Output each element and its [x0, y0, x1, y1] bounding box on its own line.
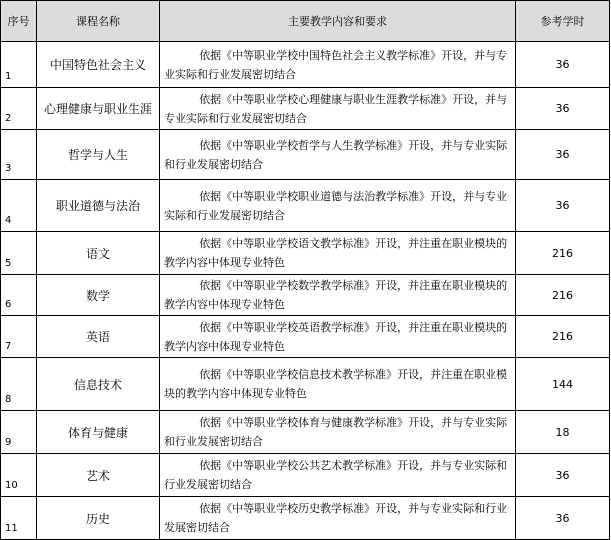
row-hours: 36: [516, 42, 610, 88]
table-row: [1, 316, 610, 358]
row-course-name: 职业道德与法治: [37, 180, 160, 232]
row-index: 8: [1, 358, 37, 411]
table-row: [1, 88, 610, 130]
row-hours: 144: [516, 358, 610, 411]
table-row: [1, 232, 610, 275]
row-hours: 18: [516, 411, 610, 454]
row-course-name: 数学: [37, 275, 160, 316]
row-hours: 216: [516, 275, 610, 316]
row-hours: 216: [516, 232, 610, 275]
row-content-text: 依据《中等职业学校中国特色社会主义教学标准》开设，并与专业实际和行业发展密切结合: [164, 48, 508, 81]
header-content: 主要教学内容和要求: [160, 1, 516, 42]
row-hours: 36: [516, 497, 610, 540]
row-index: 1: [1, 42, 37, 88]
row-content: [160, 42, 516, 88]
row-hours: 36: [516, 130, 610, 180]
row-content-text: 依据《中等职业学校历史教学标准》开设，并与专业实际和行业发展密切结合: [164, 502, 508, 534]
row-hours: 216: [516, 316, 610, 358]
row-course-name: 英语: [37, 316, 160, 358]
row-index: 6: [1, 275, 37, 316]
row-content-text: 依据《中等职业学校信息技术教学标准》开设，并注重在职业模块的教学内容中体现专业特色: [164, 368, 508, 400]
row-content: [160, 316, 516, 358]
row-content: [160, 411, 516, 454]
table-row: [1, 454, 610, 497]
header-index: 序号: [1, 1, 37, 42]
row-content: [160, 454, 516, 497]
table-row: [1, 411, 610, 454]
row-index: 9: [1, 411, 37, 454]
row-content-text: 依据《中等职业学校英语教学标准》开设，并注重在职业模块的教学内容中体现专业特色: [164, 320, 508, 353]
row-content-text: 依据《中等职业学校职业道德与法治教学标准》开设，并与专业实际和行业发展密切结合: [164, 189, 508, 222]
row-content-text: 依据《中等职业学校体育与健康教学标准》开设，并与专业实际和行业发展密切结合: [164, 416, 508, 448]
row-content: [160, 88, 516, 130]
table-row: [1, 275, 610, 316]
table-row: [1, 358, 610, 411]
row-content-text: 依据《中等职业学校公共艺术教学标准》开设，并与专业实际和行业发展密切结合: [164, 459, 508, 491]
row-index: 10: [1, 454, 37, 497]
row-content: [160, 232, 516, 275]
row-hours: 36: [516, 88, 610, 130]
row-course-name: 艺术: [37, 454, 160, 497]
row-index: 7: [1, 316, 37, 358]
row-content: [160, 130, 516, 180]
table-row: [1, 42, 610, 88]
row-content: [160, 497, 516, 540]
row-index: 11: [1, 497, 37, 540]
row-index: 5: [1, 232, 37, 275]
row-course-name: 语文: [37, 232, 160, 275]
row-content-text: 依据《中等职业学校数学教学标准》开设，并注重在职业模块的教学内容中体现专业特色: [164, 279, 508, 311]
table-row: [1, 180, 610, 232]
row-content: [160, 358, 516, 411]
row-course-name: 哲学与人生: [37, 130, 160, 180]
row-course-name: 心理健康与职业生涯: [37, 88, 160, 130]
header-hours: 参考学时: [516, 1, 610, 42]
header-course-name: 课程名称: [37, 1, 160, 42]
table-row: [1, 497, 610, 540]
row-hours: 36: [516, 180, 610, 232]
row-course-name: 历史: [37, 497, 160, 540]
row-content: [160, 275, 516, 316]
row-content-text: 依据《中等职业学校哲学与人生教学标准》开设，并与专业实际和行业发展密切结合: [164, 138, 508, 171]
row-course-name: 中国特色社会主义: [37, 42, 160, 88]
table-header-row: [1, 1, 610, 42]
row-course-name: 信息技术: [37, 358, 160, 411]
row-hours: 36: [516, 454, 610, 497]
row-index: 2: [1, 88, 37, 130]
row-content: [160, 180, 516, 232]
row-content-text: 依据《中等职业学校心理健康与职业生涯教学标准》开设，并与专业实际和行业发展密切结合: [164, 92, 508, 125]
row-content-text: 依据《中等职业学校语文教学标准》开设，并注重在职业模块的教学内容中体现专业特色: [164, 237, 508, 269]
table-row: [1, 130, 610, 180]
row-index: 4: [1, 180, 37, 232]
row-index: 3: [1, 130, 37, 180]
row-course-name: 体育与健康: [37, 411, 160, 454]
